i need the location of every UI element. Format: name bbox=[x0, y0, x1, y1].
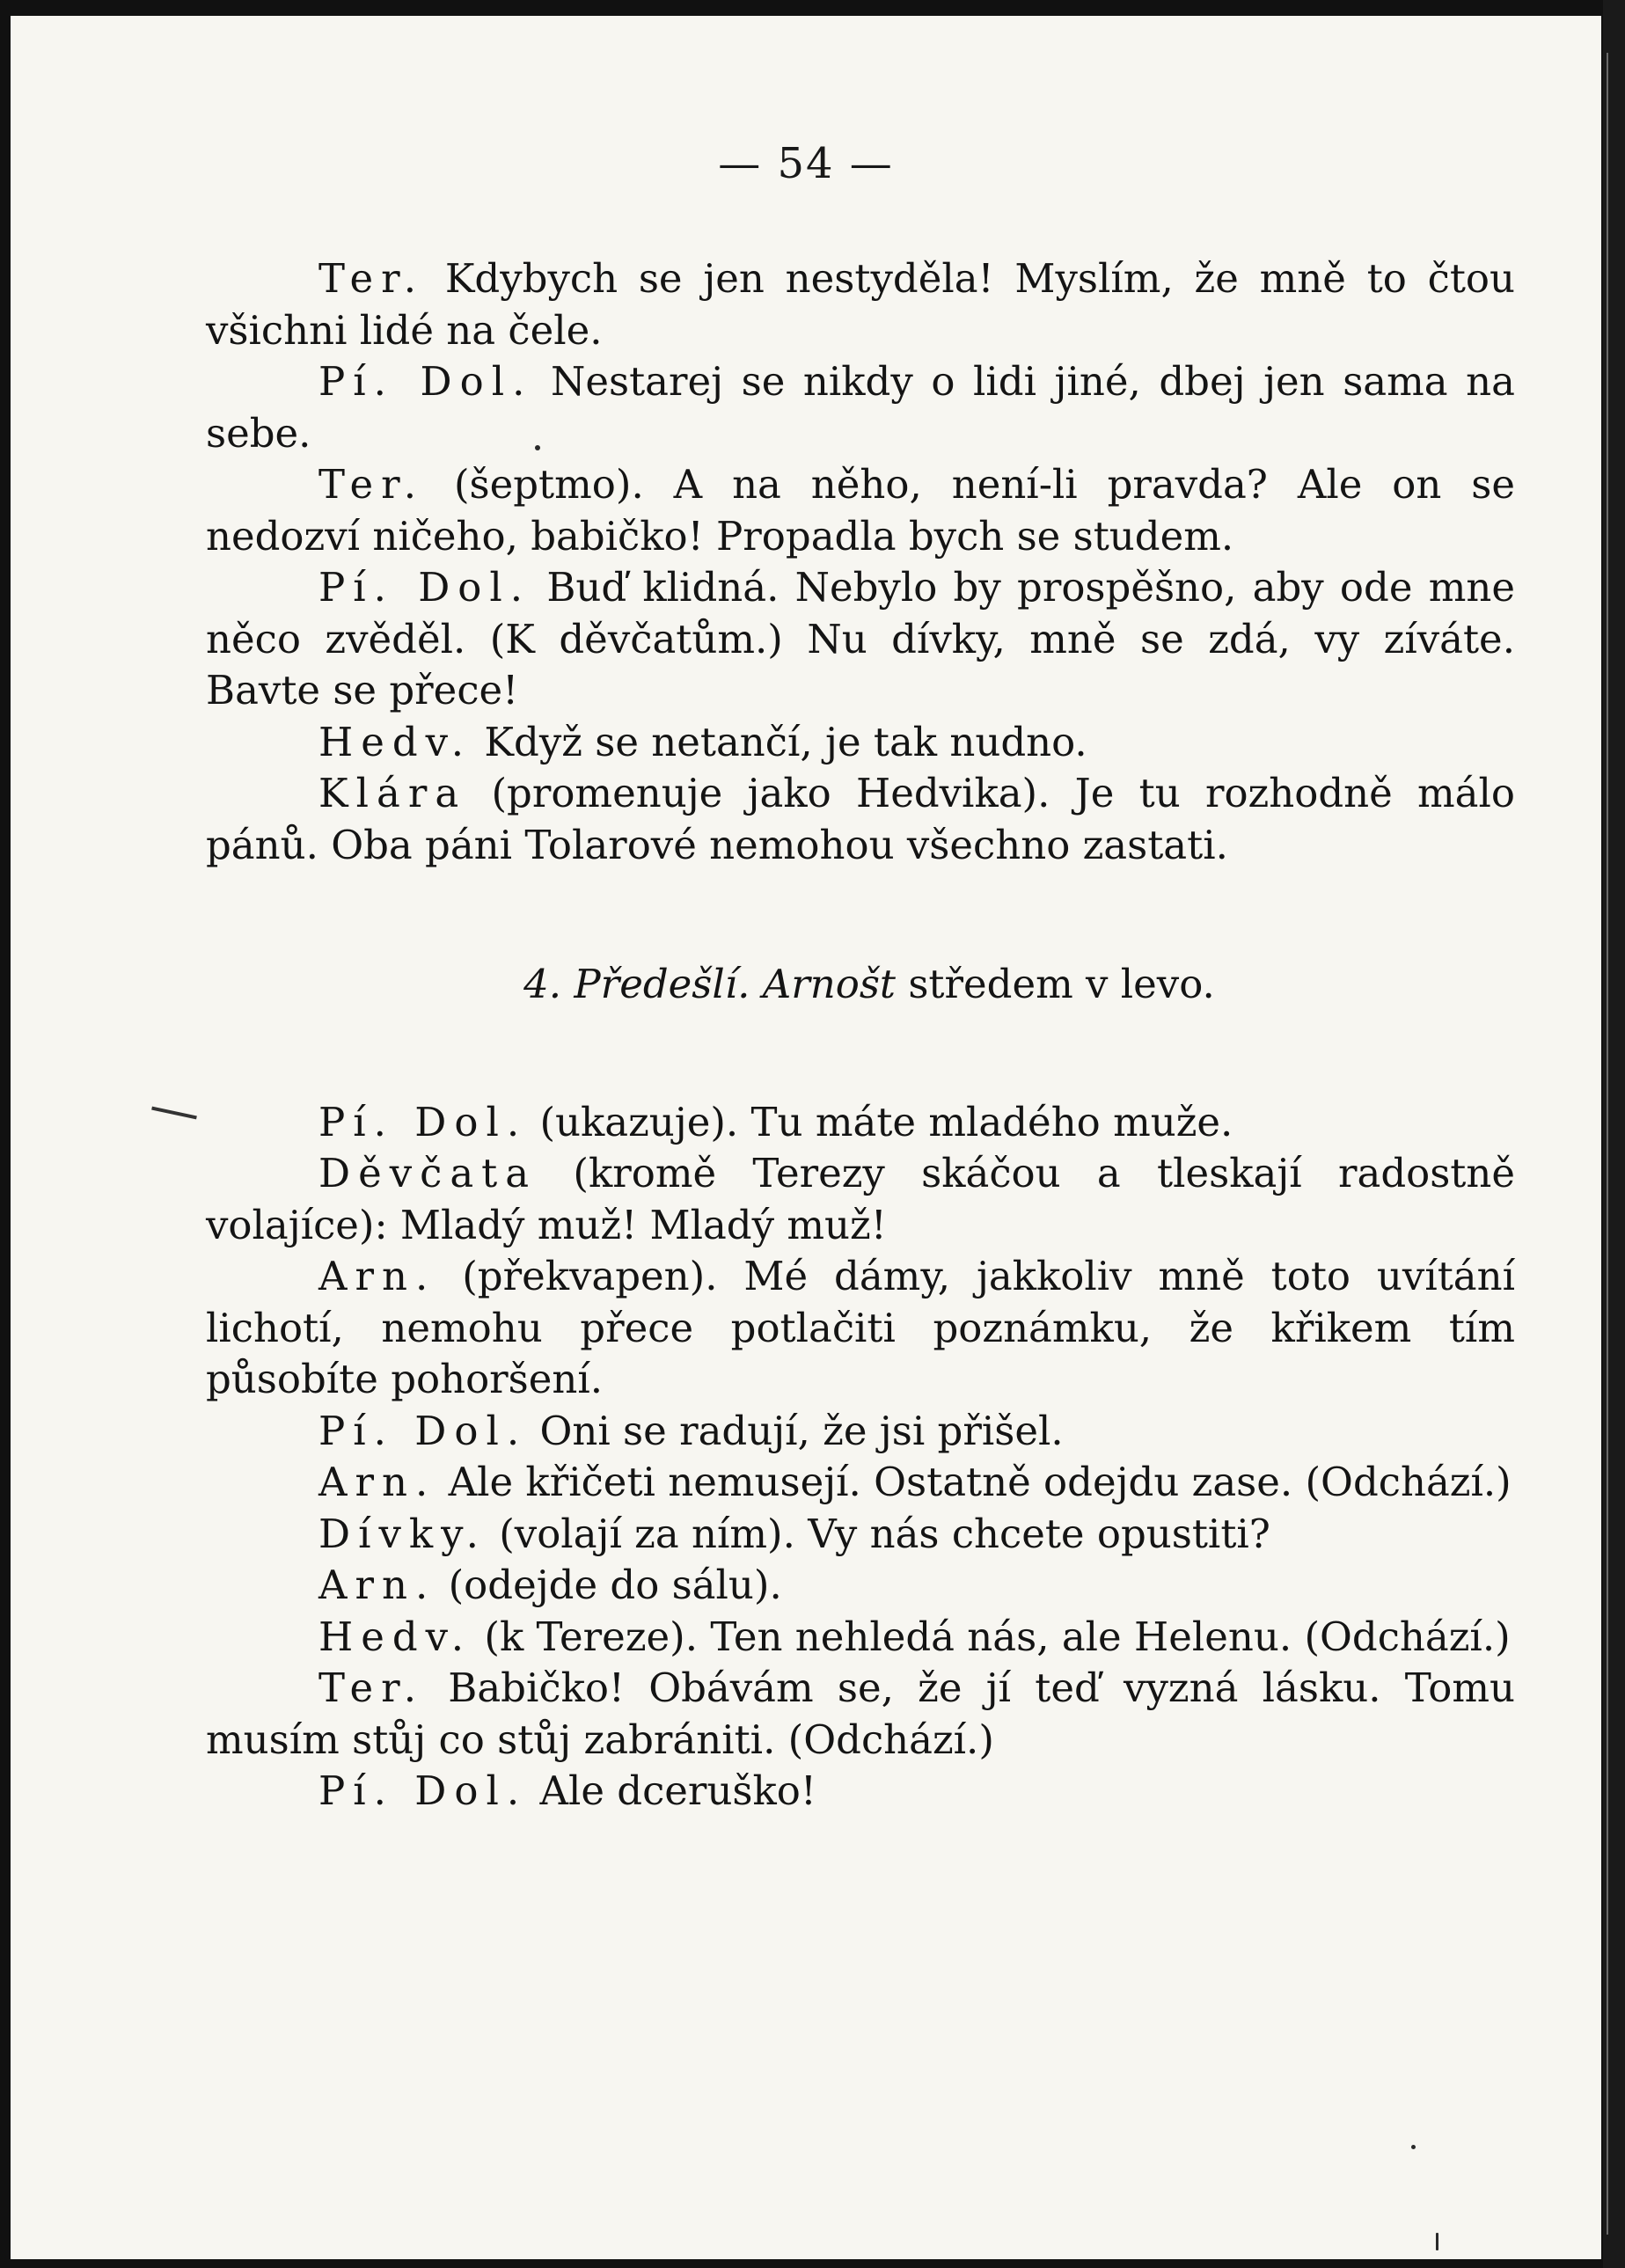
ink-speck bbox=[1436, 2233, 1438, 2250]
speaker-name: Ter. bbox=[318, 1664, 425, 1711]
speaker-name: Klára bbox=[318, 770, 467, 816]
line-text: Ale dceruško! bbox=[539, 1767, 816, 1814]
line-text: Buď klidná. Nebylo by prospěšno, aby ode mne něco zvěděl. (K děvčatům.) Nu dívky, mně se zdá, vy zíváte. Bavte se přece! bbox=[206, 564, 1515, 713]
page-number: — 54 — bbox=[718, 139, 894, 188]
page-body bbox=[206, 253, 1515, 1818]
scene-direction: středem v levo. bbox=[908, 961, 1215, 1007]
line-text: (ukazuje). Tu máte mladého muže. bbox=[539, 1098, 1233, 1145]
dialogue-line bbox=[206, 717, 1515, 769]
line-text: Kdybych se jen nestyděla! Myslím, že mně to čtou všichni lidé na čele. bbox=[206, 255, 1515, 354]
dialogue-line bbox=[206, 459, 1515, 562]
dialogue-line bbox=[206, 1766, 1515, 1818]
speaker-name: Ter. bbox=[318, 461, 425, 508]
line-text: (odejde do sálu). bbox=[448, 1562, 782, 1608]
scene-number: 4. bbox=[523, 961, 562, 1007]
speaker-name: Dívky. bbox=[318, 1510, 487, 1557]
dialogue-line bbox=[206, 1457, 1515, 1509]
speaker-name: Pí. Dol. bbox=[318, 1407, 528, 1454]
speaker-name: Arn. bbox=[318, 1459, 436, 1505]
speaker-name: Děvčata bbox=[318, 1150, 538, 1196]
ink-speck bbox=[1411, 2145, 1416, 2149]
line-text: (k Tereze). Ten nehledá nás, ale Helenu. (Odchází.) bbox=[484, 1613, 1511, 1660]
line-text: Babičko! Obávám se, že jí teď vyzná lásku. Tomu musím stůj co stůj zabrániti. (Odchází.) bbox=[206, 1664, 1515, 1763]
speaker-name: Arn. bbox=[318, 1562, 436, 1608]
line-text: Ale křičeti nemusejí. Ostatně odejdu zase. (Odchází.) bbox=[448, 1459, 1512, 1505]
ink-speck bbox=[535, 445, 540, 450]
dialogue-line bbox=[206, 1612, 1515, 1664]
speaker-name: Ter. bbox=[318, 255, 425, 302]
line-text: (kromě Terezy skáčou a tleskají radostně volajíce): Mladý muž! Mladý muž! bbox=[206, 1150, 1516, 1248]
margin-dash-mark bbox=[151, 1107, 197, 1120]
dialogue-line bbox=[206, 1097, 1515, 1149]
scene-heading bbox=[206, 959, 1515, 1011]
speaker-name: Pí. Dol. bbox=[318, 358, 533, 405]
line-text: Nestarej se nikdy o lidi jiné, dbej jen sama na sebe. bbox=[206, 358, 1515, 457]
line-text: (překvapen). Mé dámy, jakkoliv mně toto uvítání lichotí, nemohu přece potlačiti poznámku, že křikem tím působíte pohoršení. bbox=[206, 1253, 1515, 1402]
dialogue-line bbox=[206, 768, 1515, 871]
dialogue-line bbox=[206, 1560, 1515, 1612]
line-text: Když se netančí, je tak nudno. bbox=[484, 718, 1087, 765]
dialogue-line bbox=[206, 1663, 1515, 1766]
line-text: (promenuje jako Hedvika). Je tu rozhodně málo pánů. Oba páni Tolarové nemohou všechno zastati. bbox=[206, 770, 1515, 868]
dialogue-line bbox=[206, 253, 1515, 356]
line-text: Oni se radují, že jsi přišel. bbox=[539, 1407, 1064, 1454]
book-page bbox=[11, 16, 1601, 2259]
dialogue-line bbox=[206, 1251, 1515, 1406]
scan-edge-line bbox=[1607, 53, 1608, 2235]
speaker-name: Hedv. bbox=[318, 718, 472, 765]
speaker-name: Hedv. bbox=[318, 1613, 472, 1660]
dialogue-line bbox=[206, 356, 1515, 459]
dialogue-line bbox=[206, 1509, 1515, 1561]
dialogue-line bbox=[206, 1148, 1515, 1251]
line-text: (šeptmo). A na něho, není-li pravda? Ale on se nedozví ničeho, babičko! Propadla bych se studem. bbox=[206, 461, 1515, 560]
speaker-name: Pí. Dol. bbox=[318, 1098, 528, 1145]
line-text: (volají za ním). Vy nás chcete opustiti? bbox=[499, 1510, 1270, 1557]
dialogue-line bbox=[206, 562, 1515, 717]
speaker-name: Pí. Dol. bbox=[318, 1767, 528, 1814]
speaker-name: Arn. bbox=[318, 1253, 436, 1299]
speaker-name: Pí. Dol. bbox=[318, 564, 531, 611]
dialogue-line bbox=[206, 1406, 1515, 1458]
scene-characters: Předešlí. Arnošt bbox=[574, 961, 897, 1007]
